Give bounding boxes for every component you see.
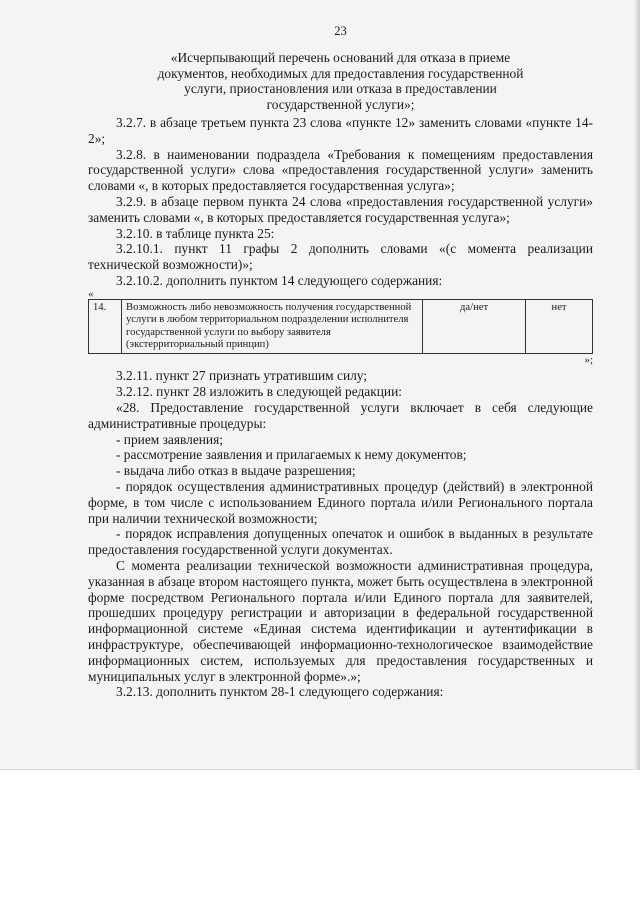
paragraph-3-2-13: 3.2.13. дополнить пунктом 28-1 следующего содержания: <box>116 684 444 700</box>
table-cell-value: нет <box>526 299 593 354</box>
paragraph-3-2-11: 3.2.11. пункт 27 признать утратившим силу; <box>116 368 368 384</box>
paragraph-electronic-form: С момента реализации технической возможности административная процедура, указанная в абзаце втором настоящего пункта, может быть осуществлена в электронной форме посредством Регионального портала и/или Единого портала для заявителей, прошедших процедуру регистрации и авторизации в федеральной государственной информационной системе «Единая система идентификации и аутентификации в инфраструктуре, обеспечивающей информационно-технологическое взаимодействие информационных систем, используемых для предоставления государственных и муниципальных услуг в электронной форме».»; <box>88 557 593 684</box>
paragraph-3-2-9: 3.2.9. в абзаце первом пункта 24 слова «предоставления государственной услуги» заменить словами «, в которых предоставляется государственная услуга»; <box>88 193 593 225</box>
paragraph-3-2-10-2: 3.2.10.2. дополнить пунктом 14 следующего содержания: <box>116 272 443 288</box>
inserted-table <box>88 299 593 355</box>
paragraph-3-2-8: 3.2.8. в наименовании подраздела «Требования к помещениям предоставления государственной услуги» слова «предоставления государственной услуги» заменить словами «, в которых предоставляется государственная услуга»; <box>88 146 593 194</box>
heading-line: услуги, приостановления или отказа в предоставлении <box>184 81 497 97</box>
list-item: - порядок осуществления административных процедур (действий) в электронной форме, в том числе с использованием Единого портала и/или Регионального портала при наличии технической возможности; <box>88 478 593 526</box>
heading-line: «Исчерпывающий перечень оснований для отказа в приеме <box>170 49 511 65</box>
table-cell-value: да/нет <box>423 299 526 354</box>
section-heading <box>88 50 593 113</box>
document-page <box>88 24 593 700</box>
paragraph-28: «28. Предоставление государственной услуги включает в себя следующие административные процедуры: <box>88 399 593 431</box>
paragraph-3-2-10-1: 3.2.10.1. пункт 11 графы 2 дополнить словами «(с момента реализации технической возможности)»; <box>88 241 593 273</box>
list-item: - порядок исправления допущенных опечаток и ошибок в выданных в результате предоставления государственной услуги документах. <box>88 526 593 558</box>
paragraph-3-2-12: 3.2.12. пункт 28 изложить в следующей редакции: <box>116 384 402 400</box>
heading-line: государственной услуги»; <box>266 97 415 113</box>
page-number: 23 <box>334 24 347 38</box>
heading-line: документов, необходимых для предоставления государственной <box>157 65 524 81</box>
table-row <box>89 299 593 354</box>
table-close-quote: »; <box>584 354 593 367</box>
list-item: - выдача либо отказ в выдаче разрешения; <box>116 463 356 479</box>
paragraph-3-2-10: 3.2.10. в таблице пункта 25: <box>116 225 275 241</box>
table-open-quote: « <box>88 287 94 300</box>
list-item: - прием заявления; <box>116 431 223 447</box>
table-cell-description: Возможность либо невозможность получения государственной услуги в любом территориальном подразделении исполнителя государственной услуги по выбору заявителя (экстерриториальный принцип) <box>122 299 423 354</box>
list-item: - рассмотрение заявления и прилагаемых к нему документов; <box>116 447 467 463</box>
table-cell-number: 14. <box>89 299 122 354</box>
paragraph-3-2-7: 3.2.7. в абзаце третьем пункта 23 слова «пункте 12» заменить словами «пункте 14-2»; <box>88 114 593 146</box>
